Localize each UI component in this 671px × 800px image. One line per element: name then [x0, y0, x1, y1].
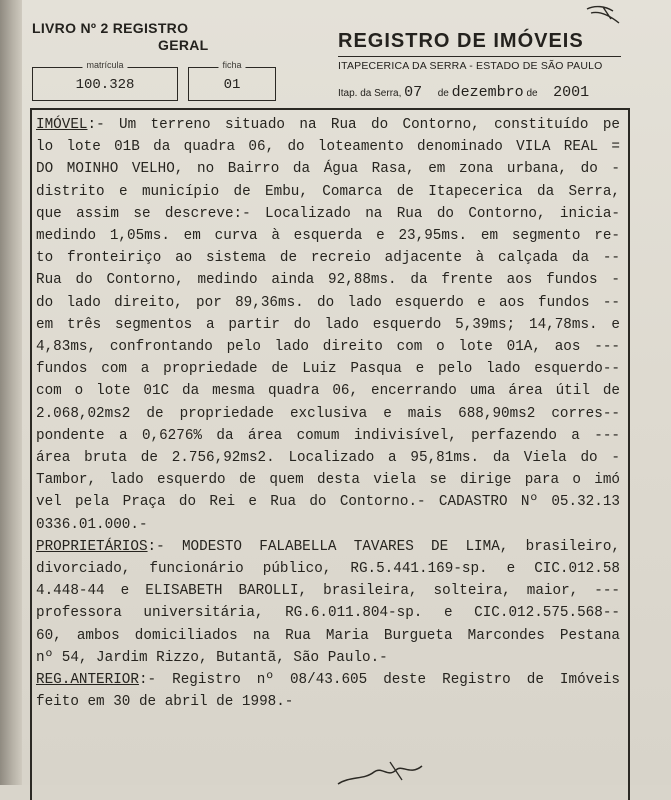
- text-line: que assim se descreve:- Localizado na Rua do Contorno, inicia-: [36, 205, 620, 222]
- text-line: 4,83ms, confrontando pelo lado direito com o lote 01A, aos ---: [36, 339, 620, 356]
- text-line: pondente a 0,6276% da área comum indivisível, perfazendo a ---: [36, 427, 620, 444]
- matricula-caption: matrícula: [82, 60, 127, 70]
- book-label-line1: LIVRO Nº 2 REGISTRO: [32, 20, 189, 36]
- date-line: [338, 84, 589, 101]
- matricula-value: 100.328: [75, 77, 135, 93]
- text-line: área bruta de 2.756,92ms2. Localizado a 95,81ms. da Viela do -: [36, 450, 620, 467]
- text-line: feito em 30 de abril de 1998.-: [36, 694, 294, 711]
- book-label: [32, 20, 232, 54]
- text-line: com o lote 01C da mesma quadra 06, encerrando uma área útil de: [36, 383, 620, 400]
- date-place: Itap. da Serra,: [338, 88, 402, 99]
- proprietarios-label: PROPRIETÁRIOS: [36, 538, 148, 555]
- text-line: fundos com a propriedade de Luiz Pasqua e pelo lado esquerdo--: [36, 361, 620, 378]
- title-rule: [338, 56, 621, 57]
- text-line: 0336.01.000.-: [36, 516, 148, 533]
- text-line: Rua do Contorno, medindo ainda 92,88ms. da frente aos fundos -: [36, 272, 620, 289]
- text-line: DO MOINHO VELHO, no Bairro da Água Rasa, em zona urbana, do -: [36, 161, 620, 178]
- text-line: professora universitária, RG.6.011.804-sp. e CIC.012.575.568--: [36, 605, 620, 622]
- book-binding-edge: [0, 0, 22, 785]
- signature-scribble-icon: [330, 758, 440, 788]
- text-line: Tambor, lado esquerdo de quem desta viela se dirige para o imó: [36, 472, 620, 489]
- text-line: REG.ANTERIOR:- Registro nº 08/43.605 deste Registro de Imóveis: [36, 672, 620, 689]
- matricula-box: [32, 60, 178, 101]
- text-line: do lado direito, por 89,36ms. do lado esquerdo e aos fundos --: [36, 294, 620, 311]
- ficha-caption: ficha: [218, 60, 245, 70]
- registry-subtitle: ITAPECERICA DA SERRA - ESTADO DE SÃO PAULO: [338, 60, 603, 72]
- text-line: nº 54, Jardim Rizzo, Butantã, São Paulo.-: [36, 649, 388, 666]
- reg-anterior-label: REG.ANTERIOR: [36, 672, 139, 689]
- text-line: to fronteiriço ao sistema de recreio adjacente à calçada da --: [36, 250, 620, 267]
- imovel-label: IMÓVEL: [36, 117, 88, 133]
- text-line: 4.448-44 e ELISABETH BAROLLI, brasileira, solteira, maior, ---: [36, 583, 620, 600]
- text-line: medindo 1,05ms. em curva à esquerda e 23,95ms. em segmento re-: [36, 228, 620, 245]
- text-line: lo lote 01B da quadra 06, do loteamento denominado VILA REAL =: [36, 139, 620, 156]
- date-month: dezembro: [451, 84, 524, 101]
- initials-flourish-icon: [583, 3, 623, 29]
- ficha-box: [188, 60, 276, 101]
- registry-body-text: [36, 114, 620, 713]
- text-line: distrito e município de Embu, Comarca de Itapecerica da Serra,: [36, 183, 620, 200]
- text-line: em três segmentos a partir do lado esquerdo 5,39ms; 14,78ms. e: [36, 316, 620, 333]
- date-de-2: de: [526, 88, 538, 99]
- text-line: vel pela Praça do Rei e Rua do Contorno.- CADASTRO Nº 05.32.13: [36, 494, 620, 511]
- ficha-value: 01: [223, 77, 241, 93]
- text-line: 60, ambos domiciliados na Rua Maria Burgueta Marcondes Pestana: [36, 627, 620, 644]
- date-year: 2001: [553, 84, 590, 101]
- text-line: 2.068,02ms2 de propriedade exclusiva e mais 688,90ms2 corres--: [36, 405, 620, 422]
- registry-title: REGISTRO DE IMÓVEIS: [338, 30, 584, 52]
- text-line: IMÓVEL:- Um terreno situado na Rua do Contorno, constituído pe: [36, 117, 620, 133]
- date-day: 07: [404, 84, 423, 101]
- date-de-1: de: [437, 88, 449, 99]
- text-line: PROPRIETÁRIOS:- MODESTO FALABELLA TAVARES DE LIMA, brasileiro,: [36, 538, 620, 555]
- book-label-line2: GERAL: [158, 37, 209, 53]
- text-line: divorciado, funcionário público, RG.5.441.169-sp. e CIC.012.58: [36, 561, 620, 578]
